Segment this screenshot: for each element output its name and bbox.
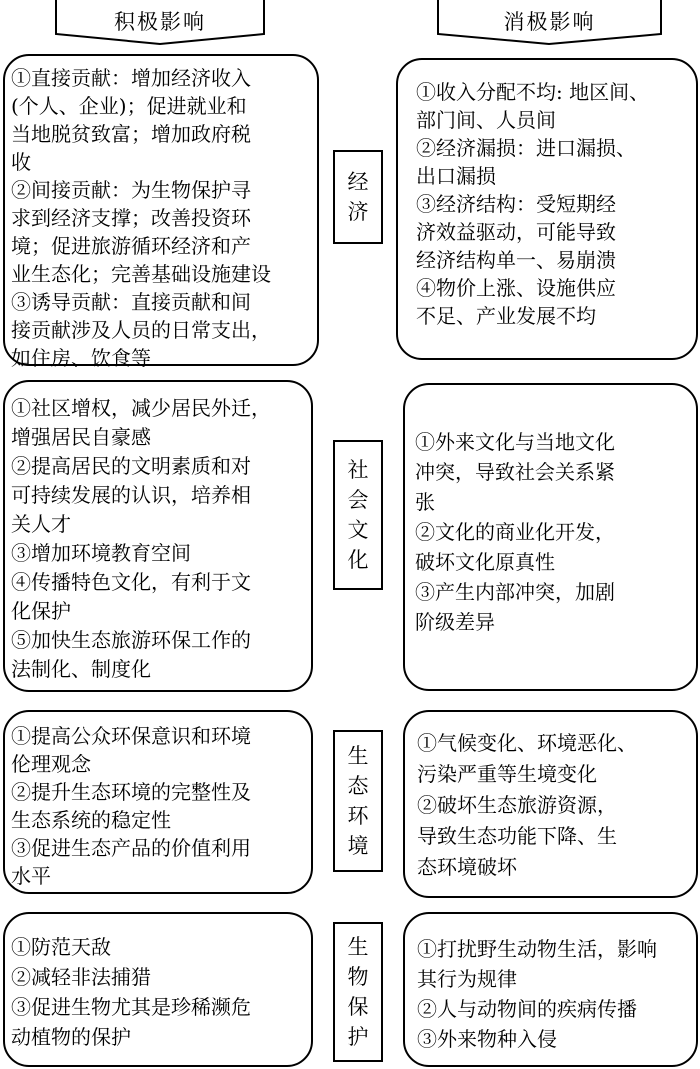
economy-positive-box — [3, 54, 319, 370]
biology-negative-line: ②人与动物间的疾病传播 — [417, 997, 637, 1021]
society-positive-line: ③增加环境教育空间 — [11, 541, 191, 565]
ecology-negative-line: 导致生态功能下降、生 — [417, 824, 617, 848]
economy-positive-line: 业生态化；完善基础设施建设 — [11, 262, 271, 286]
economy-positive-line: 如住房、饮食等 — [11, 346, 151, 370]
economy-positive-line: 接贡献涉及人员的日常支出， — [11, 318, 271, 342]
ecology-negative-box — [403, 710, 698, 898]
biology-label-char: 护 — [347, 1025, 369, 1049]
biology-label-char: 保 — [347, 995, 369, 1019]
positive-header — [55, 0, 265, 46]
society-positive-line: ②提高居民的文明素质和对 — [11, 454, 251, 478]
ecology-positive-line: 伦理观念 — [11, 752, 91, 776]
negative-header — [437, 0, 662, 46]
society-negative-line: ②文化的商业化开发， — [415, 520, 615, 544]
biology-negative-line: 其行为规律 — [417, 967, 517, 991]
economy-negative-line: 经济结构单一、易崩溃 — [416, 248, 616, 272]
society-positive-line: 增强居民自豪感 — [11, 425, 151, 449]
economy-negative-line: ③经济结构：受短期经 — [416, 192, 616, 216]
biology-positive-line: ②减轻非法捕猎 — [11, 965, 151, 989]
society-label — [333, 440, 383, 590]
society-positive-line: 化保护 — [11, 599, 71, 623]
ecology-positive-line: ①提高公众环保意识和环境 — [11, 724, 251, 748]
biology-label-char: 物 — [347, 965, 369, 989]
society-positive-line: 法制化、制度化 — [11, 657, 151, 681]
ecology-negative-line: 态环境破坏 — [417, 855, 517, 879]
society-negative-line: ③产生内部冲突，加剧 — [415, 580, 615, 604]
society-negative-line: ①外来文化与当地文化 — [415, 430, 615, 454]
society-positive-line: ①社区增权，减少居民外迁， — [11, 396, 271, 420]
society-negative-line: 破坏文化原真性 — [415, 550, 555, 574]
ecology-negative-line: ②破坏生态旅游资源， — [417, 793, 617, 817]
economy-negative-text — [416, 78, 649, 330]
biology-positive-line: 动植物的保护 — [11, 1025, 131, 1049]
ecology-label-char: 境 — [347, 834, 369, 858]
ecology-negative-line: ①气候变化、环境恶化、 — [417, 731, 637, 755]
society-negative-line: 张 — [415, 490, 435, 514]
economy-negative-line: 出口漏损 — [416, 164, 496, 188]
economy-positive-line: (个人、企业)；促进就业和 — [11, 94, 247, 118]
ecology-positive-line: ③促进生态产品的价值利用 — [11, 836, 251, 860]
positive-header-label: 积极影响 — [114, 10, 206, 34]
biology-positive-text — [11, 932, 251, 1052]
biology-label — [333, 922, 383, 1062]
ecology-positive-text — [11, 722, 251, 890]
biology-negative-line: ①打扰野生动物生活，影响 — [417, 937, 657, 961]
economy-positive-line: ①直接贡献：增加经济收入 — [11, 66, 251, 90]
biology-negative-box — [403, 912, 698, 1067]
ecology-positive-box — [3, 710, 313, 894]
society-positive-line: 关人才 — [11, 512, 71, 536]
economy-label — [333, 150, 383, 244]
biology-negative-line: ③外来物种入侵 — [417, 1027, 557, 1051]
economy-positive-line: ③诱导贡献：直接贡献和间 — [11, 290, 251, 314]
ecology-positive-line: 生态系统的稳定性 — [11, 808, 171, 832]
society-label-char: 文 — [347, 518, 369, 542]
economy-negative-line: 不足、产业发展不均 — [416, 304, 596, 328]
ecology-label-char: 生 — [347, 744, 369, 768]
economy-label-char: 经 — [347, 170, 369, 194]
biology-negative-text — [417, 934, 657, 1054]
economy-positive-line: ②间接贡献：为生物保护寻 — [11, 178, 251, 202]
economy-negative-line: ④物价上涨、设施供应 — [416, 276, 616, 300]
negative-header-label: 消极影响 — [503, 10, 596, 34]
society-negative-line: 冲突，导致社会关系紧 — [415, 460, 615, 484]
society-positive-box — [3, 380, 313, 692]
ecology-negative-line: 污染严重等生境变化 — [417, 762, 597, 786]
ecology-positive-line: ②提升生态环境的完整性及 — [11, 780, 251, 804]
society-negative-line: 阶级差异 — [415, 610, 495, 634]
biology-positive-box — [3, 912, 313, 1067]
economy-negative-line: 部门间、人员间 — [416, 108, 556, 132]
ecology-negative-text — [417, 728, 637, 883]
economy-positive-line: 收 — [11, 150, 31, 174]
society-positive-line: ④传播特色文化，有利于文 — [11, 570, 251, 594]
society-label-char: 化 — [347, 548, 369, 572]
biology-label-char: 生 — [347, 935, 369, 959]
economy-negative-box — [396, 58, 698, 360]
biology-positive-line: ③促进生物尤其是珍稀濒危 — [11, 995, 251, 1019]
society-positive-text — [11, 394, 271, 684]
society-positive-line: ⑤加快生态旅游环保工作的 — [11, 628, 251, 652]
economy-negative-line: ①收入分配不均: 地区间、 — [416, 80, 650, 104]
society-label-char: 社 — [347, 458, 369, 482]
society-negative-box — [403, 383, 698, 691]
economy-positive-line: 当地脱贫致富；增加政府税 — [11, 122, 251, 146]
economy-positive-line: 境；促进旅游循环经济和产 — [11, 234, 251, 258]
economy-negative-line: ②经济漏损：进口漏损、 — [416, 136, 636, 160]
society-label-char: 会 — [347, 488, 369, 512]
ecology-label-char: 态 — [347, 774, 369, 798]
society-positive-line: 可持续发展的认识，培养相 — [11, 483, 251, 507]
economy-negative-line: 济效益驱动，可能导致 — [416, 220, 616, 244]
ecology-label — [333, 730, 383, 872]
society-negative-text — [415, 427, 615, 637]
economy-positive-line: 求到经济支撑；改善投资环 — [11, 206, 251, 230]
economy-label-char: 济 — [347, 200, 369, 224]
biology-positive-line: ①防范天敌 — [11, 935, 111, 959]
ecology-label-char: 环 — [347, 804, 369, 828]
ecology-positive-line: 水平 — [11, 864, 51, 888]
economy-positive-text — [11, 64, 271, 372]
